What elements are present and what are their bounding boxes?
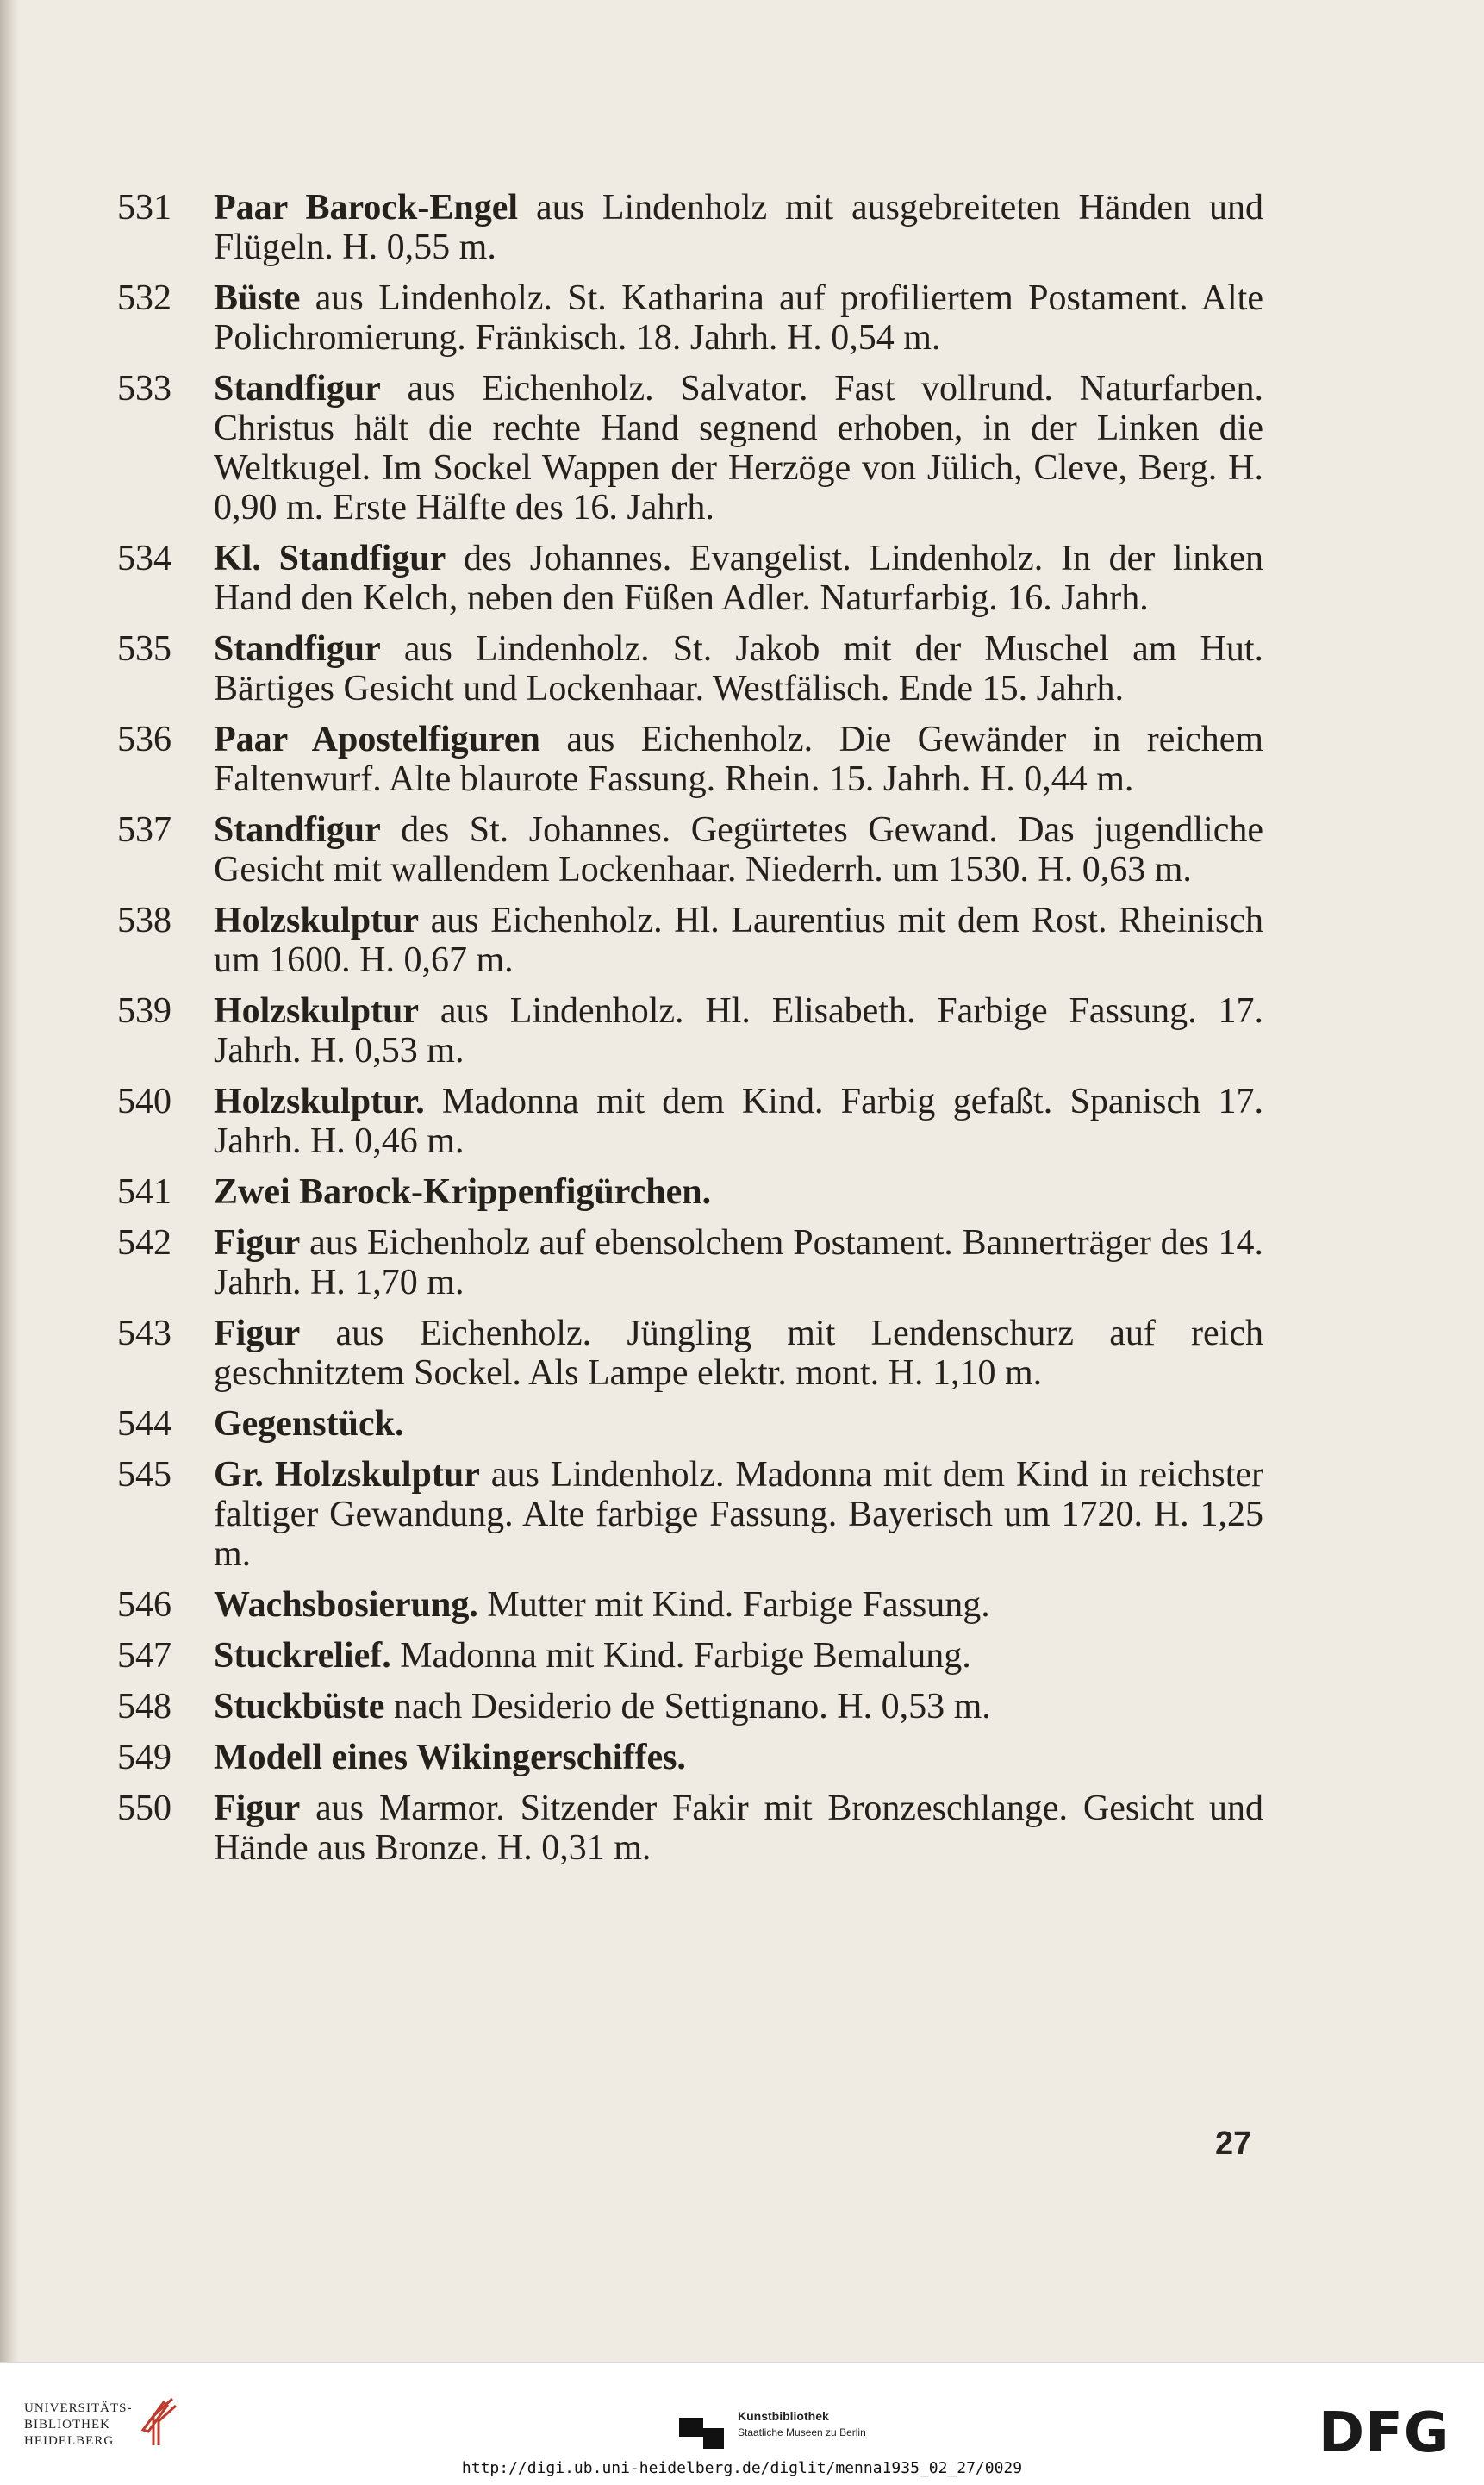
entry-number: 548 [117, 1687, 171, 1726]
entry-description: aus Lindenholz mit ausgebreiteten Händen und Flügeln. H. 0,55 m. [214, 188, 1263, 267]
entry-text [214, 1455, 1263, 1574]
entry-description: aus Eichenholz. Salvator. Fast vollrund. Naturfarben. Christus hält die rechte Hand segnend erhoben, in der Linken die Weltkugel. Im Sockel Wappen der Herzöge von Jülich, Cleve, Berg. H. 0,90 m. Erste Hälfte des 16. Jahrh. [214, 369, 1263, 528]
catalog-entry [117, 1687, 1263, 1726]
entry-number: 539 [117, 991, 171, 1031]
entry-title: Kl. Standfigur [214, 539, 446, 578]
entry-title: Stuckbüste [214, 1687, 385, 1726]
entry-number: 540 [117, 1082, 171, 1121]
entry-description: aus Marmor. Sitzender Fakir mit Bronzeschlange. Gesicht und Hände aus Bronze. H. 0,31 m. [214, 1789, 1263, 1868]
entry-number: 538 [117, 901, 171, 940]
entry-title: Zwei Barock-Krippenfigürchen. [214, 1172, 712, 1212]
catalog-entry [117, 1404, 1263, 1444]
catalog-entry [117, 369, 1263, 528]
catalog-entry [117, 1082, 1263, 1161]
catalog-entry [117, 278, 1263, 358]
entry-description: aus Lindenholz. St. Jakob mit der Muschel am Hut. Bärtiges Gesicht und Lockenhaar. Westfälisch. Ende 15. Jahrh. [214, 629, 1263, 709]
entry-text [214, 810, 1263, 890]
entry-title: Gr. Holzskulptur [214, 1455, 480, 1495]
kunstbibliothek-subtitle: Staatliche Museen zu Berlin [738, 2426, 866, 2438]
entry-number: 547 [117, 1636, 171, 1676]
entry-title: Stuckrelief. [214, 1636, 391, 1676]
dfg-logo: DFG [1319, 2401, 1450, 2465]
entry-title: Figur [214, 1223, 301, 1263]
entry-number: 542 [117, 1223, 171, 1263]
entry-description: aus Eichenholz. Die Gewänder in reichem Faltenwurf. Alte blaurote Fassung. Rhein. 15. Jahrh. H. 0,44 m. [214, 720, 1263, 799]
entry-text [214, 1636, 1263, 1676]
catalog-entry [117, 1585, 1263, 1625]
entry-text [214, 991, 1263, 1071]
catalog-entry [117, 1223, 1263, 1302]
entry-text [214, 629, 1263, 709]
entry-description: des St. Johannes. Gegürtetes Gewand. Das jugendliche Gesicht mit wallendem Lockenhaar. Niederrh. um 1530. H. 0,63 m. [214, 810, 1263, 890]
entry-number: 541 [117, 1172, 171, 1212]
entry-text [214, 1789, 1263, 1868]
entry-title: Standfigur [214, 629, 381, 669]
entry-description: Mutter mit Kind. Farbige Fassung. [477, 1585, 990, 1625]
entry-number: 545 [117, 1455, 171, 1495]
catalog-entry [117, 720, 1263, 799]
entry-text [214, 539, 1263, 618]
entry-title: Büste [214, 278, 301, 318]
entry-text [214, 901, 1263, 980]
catalog-entry [117, 1314, 1263, 1393]
entry-number: 543 [117, 1314, 171, 1353]
page-number: 27 [1215, 2126, 1252, 2162]
catalog-entry [117, 1738, 1263, 1777]
entry-text [214, 1585, 1263, 1625]
footer-bar [0, 2362, 1484, 2485]
catalog-entries [117, 188, 1263, 1879]
entry-number: 531 [117, 188, 171, 228]
library-name-line: UNIVERSITÄTS- [24, 2401, 133, 2415]
entry-description: Madonna mit Kind. Farbige Bemalung. [390, 1636, 971, 1676]
entry-title: Paar Barock-Engel [214, 188, 519, 228]
kunstbibliothek-title: Kunstbibliothek [738, 2409, 829, 2423]
catalog-entry [117, 901, 1263, 980]
entry-title: Gegenstück. [214, 1404, 404, 1444]
library-name-line: BIBLIOTHEK [24, 2418, 110, 2432]
entry-title: Paar Apostelfiguren [214, 720, 540, 759]
entry-description: aus Lindenholz. Madonna mit dem Kind in reichster faltiger Gewandung. Alte farbige Fassung. Bayerisch um 1720. H. 1,25 m. [214, 1455, 1263, 1574]
entry-text [214, 1223, 1263, 1302]
entry-number: 546 [117, 1585, 171, 1625]
library-name [24, 2401, 133, 2450]
entry-description: aus Lindenholz. St. Katharina auf profiliertem Postament. Alte Polichromierung. Fränkisch. 18. Jahrh. H. 0,54 m. [214, 278, 1263, 358]
catalog-entry [117, 1636, 1263, 1676]
entry-title: Holzskulptur. [214, 1082, 425, 1121]
entry-text [214, 1314, 1263, 1393]
entry-text [214, 1404, 1263, 1444]
entry-text [214, 1082, 1263, 1161]
entry-number: 550 [117, 1789, 171, 1828]
entry-text [214, 1738, 1263, 1777]
entry-title: Modell eines Wikingerschiffes. [214, 1738, 686, 1777]
entry-text [214, 1687, 1263, 1726]
entry-title: Standfigur [214, 369, 381, 409]
entry-number: 537 [117, 810, 171, 850]
entry-number: 535 [117, 629, 171, 669]
entry-title: Figur [214, 1314, 301, 1353]
entry-description: aus Eichenholz. Hl. Laurentius mit dem Rost. Rheinisch um 1600. H. 0,67 m. [214, 901, 1263, 980]
kunstbibliothek-label [738, 2407, 866, 2440]
entry-title: Figur [214, 1789, 301, 1828]
entry-description: des Johannes. Evangelist. Lindenholz. In der linken Hand den Kelch, neben den Füßen Adler. Naturfarbig. 16. Jahrh. [214, 539, 1263, 618]
entry-description: aus Lindenholz. Hl. Elisabeth. Farbige Fassung. 17. Jahrh. H. 0,53 m. [214, 991, 1263, 1071]
kunstbibliothek-logo-icon [677, 2414, 726, 2451]
catalog-entry [117, 991, 1263, 1071]
catalog-entry [117, 1455, 1263, 1574]
entry-number: 549 [117, 1738, 171, 1777]
catalog-entry [117, 1789, 1263, 1868]
entry-title: Holzskulptur [214, 901, 420, 940]
entry-description: aus Eichenholz. Jüngling mit Lendenschurz auf reich geschnitztem Sockel. Als Lampe elektr. mont. H. 1,10 m. [214, 1314, 1263, 1393]
entry-text [214, 720, 1263, 799]
catalog-entry [117, 1172, 1263, 1212]
entry-text [214, 278, 1263, 358]
entry-text [214, 369, 1263, 528]
entry-text [214, 1172, 1263, 1212]
catalog-entry [117, 188, 1263, 267]
catalog-entry [117, 629, 1263, 709]
source-url-link[interactable]: http://digi.ub.uni-heidelberg.de/diglit/menna1935_02_27/0029 [461, 2459, 1023, 2477]
entry-description: aus Eichenholz auf ebensolchem Postament. Bannerträger des 14. Jahrh. H. 1,70 m. [214, 1223, 1263, 1302]
entry-number: 534 [117, 539, 171, 578]
entry-description: Madonna mit dem Kind. Farbig gefaßt. Spanisch 17. Jahrh. H. 0,46 m. [214, 1082, 1263, 1161]
entry-number: 536 [117, 720, 171, 759]
entry-number: 544 [117, 1404, 171, 1444]
catalog-entry [117, 810, 1263, 890]
entry-description: nach Desiderio de Settignano. H. 0,53 m. [384, 1687, 991, 1726]
entry-number: 532 [117, 278, 171, 318]
library-logo-icon [138, 2395, 181, 2449]
entry-title: Wachsbosierung. [214, 1585, 478, 1625]
library-name-line: HEIDELBERG [24, 2434, 115, 2448]
catalog-entry [117, 539, 1263, 618]
entry-title: Holzskulptur [214, 991, 420, 1031]
page-spine-shadow [0, 0, 19, 2362]
entry-number: 533 [117, 369, 171, 409]
entry-text [214, 188, 1263, 267]
entry-title: Standfigur [214, 810, 381, 850]
